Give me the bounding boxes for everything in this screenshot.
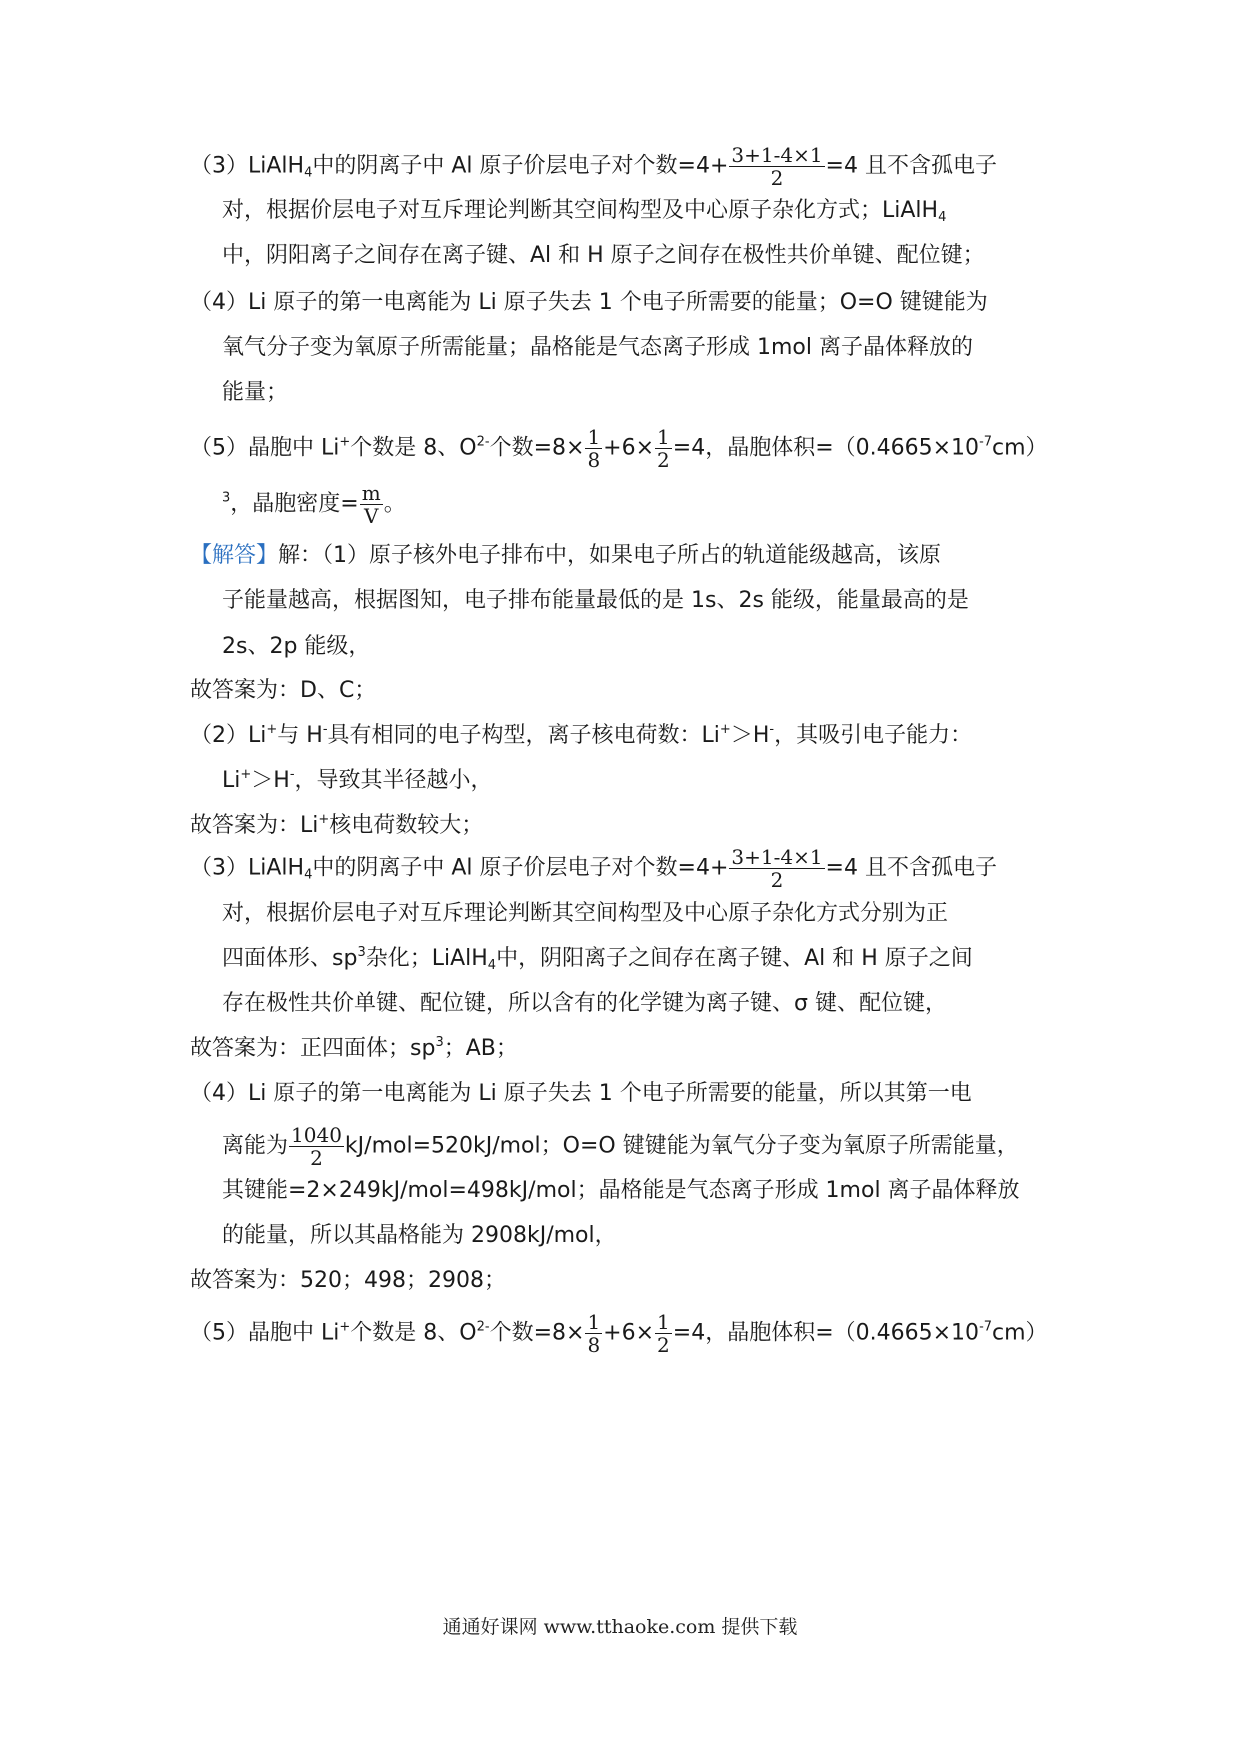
answer-p3-result: 故答案为：正四面体；$sp^3$；AB； (190, 1035, 518, 1061)
answer-p5-line1: （5）晶胞中 Li+个数是 8、$O^{2-}$个数=8× $\frac{1}{8}$ +6× $\frac{1}{2}$ =4，晶胞体积$=(0.4665\times 10^{-7}cm)$ (190, 1310, 1048, 1357)
fraction: $\frac{1040}{2}$ (291, 1123, 342, 1170)
answer-p2-result: 故答案为：Li+核电荷数较大； (190, 812, 484, 838)
answer-p2-line1: （2）Li+与 H-具有相同的电子构型，离子核电荷数：Li+＞H-，其吸引电子能力： (190, 722, 973, 748)
answer-p3-line3: 四面体形、$sp^3$杂化；LiAlH$_4$中，阴阳离子之间存在离子键、Al 和 H 原子之间 (222, 945, 973, 973)
page-footer: 通通好课网 www.tthaoke.com 提供下载 (442, 1616, 798, 1638)
analysis-p4-line3: 能量； (222, 380, 289, 405)
answer-p1-line2: 子能量越高，根据图知，电子排布能量最低的是 1s、2s 能级，能量最高的是 (222, 588, 969, 613)
analysis-p3-line2: 对，根据价层电子对互斥理论判断其空间构型及中心原子杂化方式；LiAlH$_4$ (222, 198, 947, 225)
fraction: $\frac{1}{2}$ (657, 425, 670, 472)
fraction: $\frac{m}{V}$ (361, 481, 381, 528)
analysis-p3-line1: （3）LiAlH$_4$中的阴离子中 Al 原子价层电子对个数=4+ $\frac{3+1-4\times 1}{2}$ =4 且不含孤电子 (190, 143, 997, 190)
analysis-p5-line1: （5）晶胞中 Li+个数是 8、$O^{2-}$个数=8× $\frac{1}{8}$ +6× $\frac{1}{2}$ =4，晶胞体积$=(0.4665\times 10^{-7}cm)$ (190, 425, 1048, 472)
answer-p3-line1: （3）LiAlH$_4$中的阴离子中 Al 原子价层电子对个数=4+ $\frac{3+1-4\times 1}{2}$ =4 且不含孤电子 (190, 845, 997, 892)
fraction: $\frac{1}{8}$ (587, 1310, 601, 1357)
answer-p1-line1: 【解答】解：（1）原子核外电子排布中，如果电子所占的轨道能级越高，该原 (190, 543, 942, 568)
answer-p4-result: 故答案为：520；498；2908； (190, 1268, 506, 1293)
answer-tag: 【解答】 (190, 543, 279, 568)
answer-p4-line1: （4）Li 原子的第一电离能为 Li 原子失去 1 个电子所需要的能量，所以其第一电 (190, 1081, 972, 1106)
fraction: $\frac{3+1-4\times 1}{2}$ (731, 845, 823, 892)
analysis-p4-line2: 氧气分子变为氧原子所需能量；晶格能是气态离子形成 1mol 离子晶体释放的 (222, 335, 973, 360)
answer-p4-line3: 其键能=2×249kJ/mol=498kJ/mol；晶格能是气态离子形成 1mol 离子晶体释放 (222, 1178, 1020, 1203)
analysis-p4-line1: （4）Li 原子的第一电离能为 Li 原子失去 1 个电子所需要的能量；O=O 键键能为 (190, 290, 988, 315)
fraction: $\frac{3+1-4\times 1}{2}$ (731, 143, 823, 190)
fraction: $\frac{1}{8}$ (587, 425, 601, 472)
answer-p1-line3: 2s、2p 能级， (222, 634, 371, 659)
analysis-p5-line2: $^3$，晶胞密度= $\frac{m}{V}$ 。 (222, 481, 406, 528)
answer-p1-result: 故答案为：D、C； (190, 678, 377, 703)
answer-p4-line2: 离能为 $\frac{1040}{2}$ kJ/mol=520kJ/mol；O=O 键键能为氧气分子变为氧原子所需能量， (222, 1123, 1019, 1170)
answer-p4-line4: 的能量，所以其晶格能为 2908kJ/mol， (222, 1223, 617, 1248)
fraction: $\frac{1}{2}$ (657, 1310, 670, 1357)
answer-p2-line2: Li+＞H-，导致其半径越小， (222, 767, 493, 793)
analysis-p3-line3: 中，阴阳离子之间存在离子键、Al 和 H 原子之间存在极性共价单键、配位键； (222, 243, 985, 268)
answer-p3-line2: 对，根据价层电子对互斥理论判断其空间构型及中心原子杂化方式分别为正 (222, 901, 949, 926)
answer-p3-line4: 存在极性共价单键、配位键，所以含有的化学键为离子键、σ 键、配位键， (222, 991, 947, 1016)
